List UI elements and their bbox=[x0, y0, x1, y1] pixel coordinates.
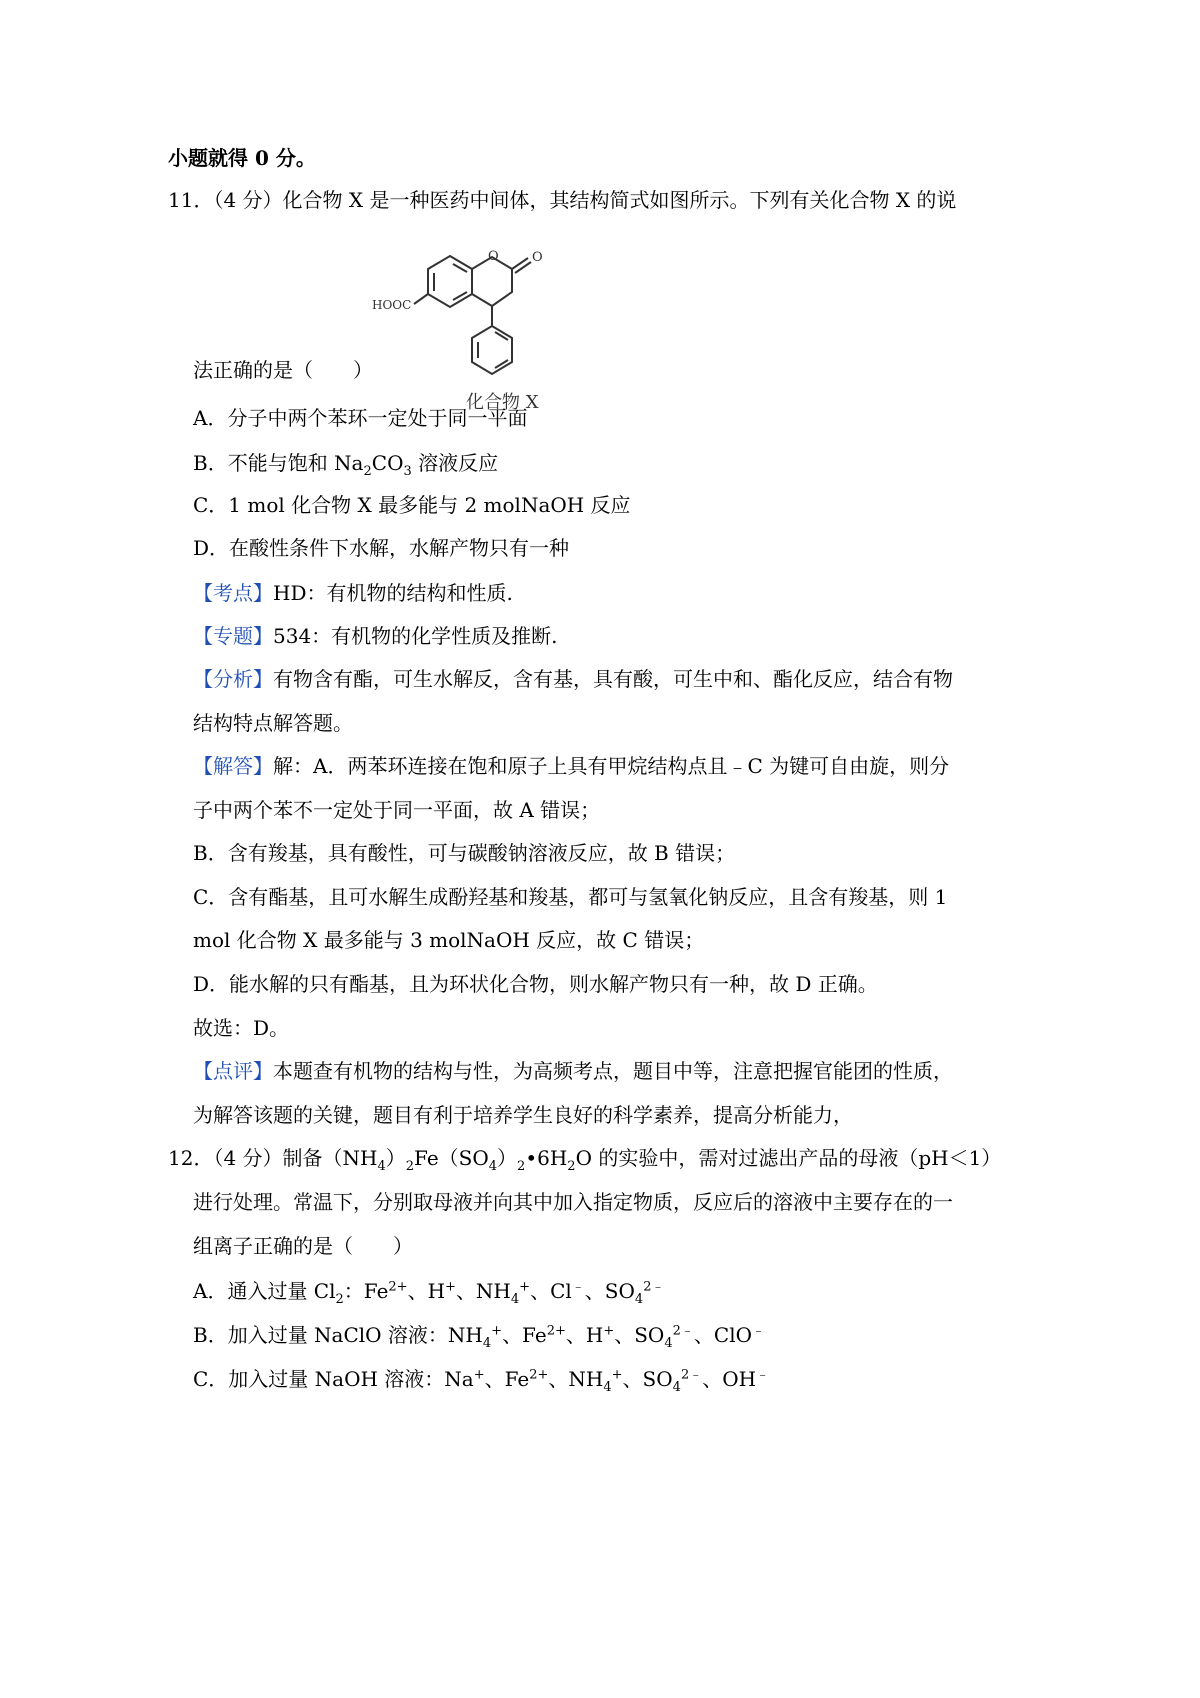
jieda-line6: D．能水解的只有酯基，且为环状化合物，则水解产物只有一种，故 D 正确。 bbox=[193, 972, 878, 996]
q12-stem-line2: 进行处理。常温下，分别取母液并向其中加入指定物质，反应后的溶液中主要存在的一 bbox=[193, 1190, 953, 1214]
q12-stem-line1: 12．（4 分）制备$(NH_4)_2Fe(SO_4)_2•6H_2O$ 的实验中，需对过滤出产品的母液（pH＜1） bbox=[168, 1146, 1002, 1174]
kaodian-line: 【考点】HD：有机物的结构和性质. bbox=[193, 581, 513, 605]
intro-text: 小题就得 0 分。 bbox=[168, 146, 316, 170]
zhuanti-tag: 【专题】 bbox=[193, 624, 273, 648]
jieda-line4: C．含有酯基，且可水解生成酚羟基和羧基，都可与氢氧化钠反应，且含有羧基，则 1 bbox=[193, 885, 948, 909]
q12-option-b: B．加入过量 NaClO 溶液：$NH_4^+$、$Fe^{2+}$、H+、$SO_4^{2﹣}$、ClO﹣ bbox=[193, 1323, 766, 1351]
carbonyl-oxygen-label: O bbox=[532, 250, 543, 265]
fenxi-tag: 【分析】 bbox=[193, 667, 273, 691]
ring-oxygen-label: O bbox=[488, 249, 499, 264]
q12-stem-line3: 组离子正确的是（ ） bbox=[193, 1234, 413, 1258]
kaodian-tag: 【考点】 bbox=[193, 581, 273, 605]
fenxi-line1: 【分析】有物含有酯，可生水解反，含有基，具有酸，可生中和、酯化反应，结合有物 bbox=[193, 667, 953, 691]
jieda-line3: B．含有羧基，具有酸性，可与碳酸钠溶液反应，故 B 错误； bbox=[193, 841, 736, 865]
jieda-line5: mol 化合物 X 最多能与 3 molNaOH 反应，故 C 错误； bbox=[193, 928, 705, 952]
jieda-line2: 子中两个苯不一定处于同一平面，故 A 错误； bbox=[193, 798, 601, 822]
jieda-tag: 【解答】 bbox=[193, 754, 273, 778]
zhuanti-line: 【专题】534：有机物的化学性质及推断. bbox=[193, 624, 558, 648]
hooc-label: HOOC bbox=[372, 298, 412, 312]
jieda-line1: 【解答】解：A．两苯环连接在饱和原子上具有甲烷结构点且﹣C 为键可自由旋，则分 bbox=[193, 754, 950, 778]
q12-option-c: C．加入过量 NaOH 溶液：Na+、$Fe^{2+}$、$NH_4^+$、$SO_4^{2﹣}$、OH﹣ bbox=[193, 1367, 770, 1395]
dianping-line1: 【点评】本题查有机物的结构与性，为高频考点，题目中等，注意把握官能团的性质， bbox=[193, 1059, 953, 1083]
jieda-line7: 故选：D。 bbox=[193, 1016, 290, 1040]
q11-option-c: C．1 mol 化合物 X 最多能与 2 molNaOH 反应 bbox=[193, 493, 631, 517]
q12-option-a: A．通入过量 $Cl_2$：$Fe^{2+}$、H+、$NH_4^+$、Cl﹣、$SO_4^{2﹣}$ bbox=[193, 1279, 665, 1307]
fenxi-line2: 结构特点解答题。 bbox=[193, 711, 353, 735]
q11-stem-line2: 法正确的是（ ） bbox=[193, 358, 373, 382]
compound-x-caption: 化合物 X bbox=[466, 392, 539, 413]
q11-option-a: A．分子中两个苯环一定处于同一平面 bbox=[193, 406, 528, 430]
q11-option-b: B．不能与饱和 $Na_2CO_3$ 溶液反应 bbox=[193, 451, 499, 479]
dianping-tag: 【点评】 bbox=[193, 1059, 273, 1083]
q11-option-d: D．在酸性条件下水解，水解产物只有一种 bbox=[193, 536, 570, 560]
dianping-line2: 为解答该题的关键，题目有利于培养学生良好的科学素养，提高分析能力， bbox=[193, 1103, 853, 1127]
q11-stem-line1: 11．（4 分）化合物 X 是一种医药中间体，其结构简式如图所示。下列有关化合物 X 的说 bbox=[168, 188, 957, 212]
